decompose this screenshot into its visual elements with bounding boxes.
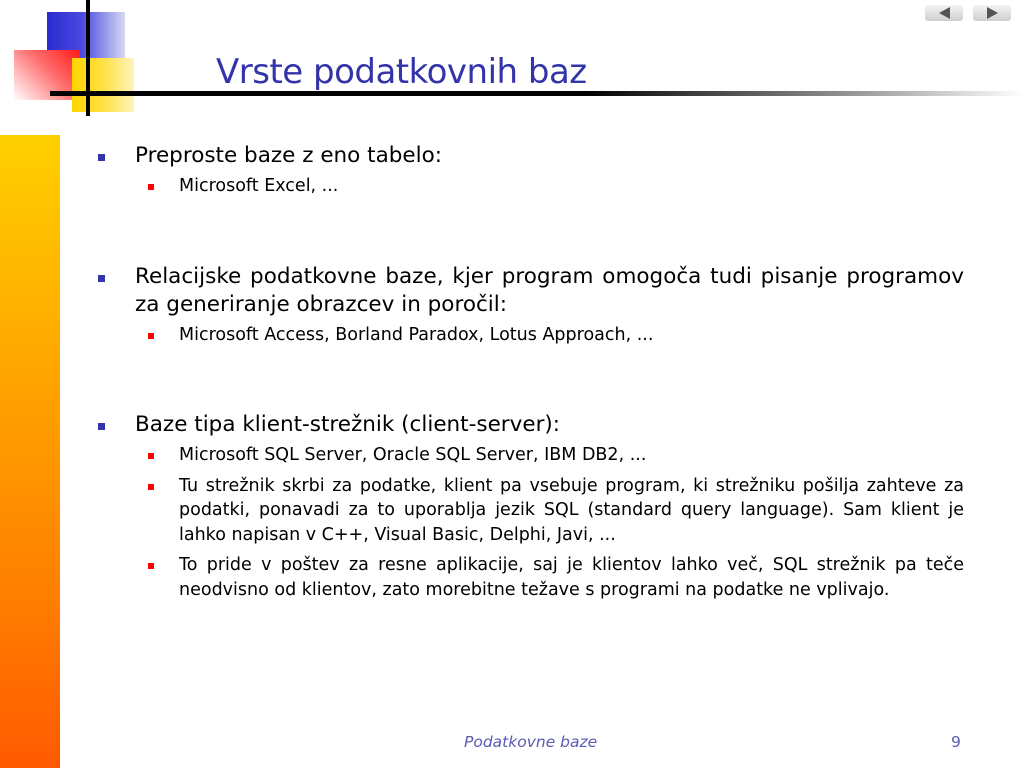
sub-bullet-item xyxy=(135,174,964,199)
bullet-item xyxy=(98,263,964,319)
sub-bullet-item xyxy=(135,474,964,548)
sub-bullet-item xyxy=(135,443,964,468)
sub-bullet-item xyxy=(135,553,964,602)
slide-title: Vrste podatkovnih baz xyxy=(216,52,587,92)
bullet-text: Preproste baze z eno tabelo: xyxy=(135,143,443,168)
sub-bullet-text: Microsoft Access, Borland Paradox, Lotus Approach, ... xyxy=(179,324,654,345)
page-number: 9 xyxy=(951,733,961,751)
prev-slide-button[interactable] xyxy=(925,5,963,21)
sub-bullet-square-icon xyxy=(148,484,154,490)
sub-bullet-text: Tu strežnik skrbi za podatke, klient pa vsebuje program, ki strežniku pošilja zahteve za podatki, ponavadi za to uporablja jezik SQL (standard query language). Sam klient je lahko napisan v C++, Visual Basic, Delphi, Javi, ... xyxy=(179,475,964,545)
logo-vertical-line xyxy=(86,0,90,116)
triangle-right-icon xyxy=(987,7,998,19)
left-gradient-bar xyxy=(0,135,60,768)
footer-title: Podatkovne baze xyxy=(464,733,598,751)
bullet-square-icon xyxy=(98,275,105,282)
next-slide-button[interactable] xyxy=(973,5,1011,21)
bullet-square-icon xyxy=(98,154,105,161)
sub-bullet-square-icon xyxy=(148,184,154,190)
logo-yellow-square xyxy=(72,58,134,112)
sub-bullet-square-icon xyxy=(148,333,154,339)
bullet-text: Baze tipa klient-strežnik (client-server): xyxy=(135,412,561,437)
sub-bullet-square-icon xyxy=(148,563,154,569)
triangle-left-icon xyxy=(939,7,950,19)
bullet-square-icon xyxy=(98,423,105,430)
sub-bullet-item xyxy=(135,323,964,348)
bullet-item xyxy=(98,411,964,439)
sub-bullet-text: Microsoft Excel, ... xyxy=(179,176,339,196)
bullet-text: Relacijske podatkovne baze, kjer program omogoča tudi pisanje programov za generiranje obrazcev in poročil: xyxy=(135,263,964,317)
sub-bullet-text: Microsoft SQL Server, Oracle SQL Server, IBM DB2, ... xyxy=(179,445,647,465)
bullet-item xyxy=(98,142,964,170)
sub-bullet-square-icon xyxy=(148,453,154,459)
slide-content xyxy=(98,142,964,602)
sub-bullet-text: To pride v poštev za resne aplikacije, saj je klientov lahko več, SQL strežnik pa teče neodvisno od klientov, zato morebitne težave s programi na podatke ne vplivajo. xyxy=(179,555,964,600)
